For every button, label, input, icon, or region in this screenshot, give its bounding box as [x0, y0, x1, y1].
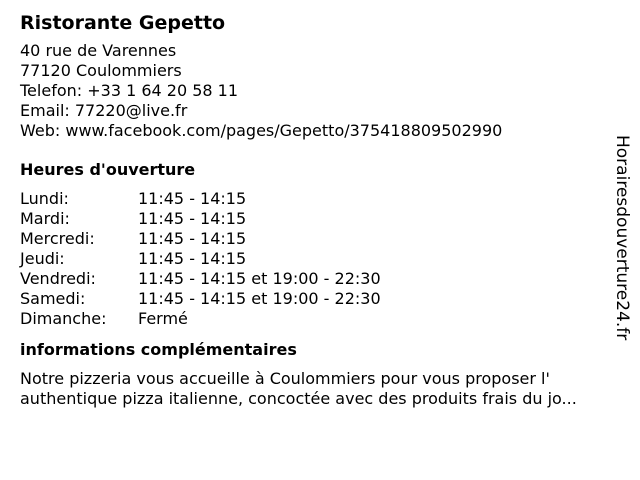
- day-label: Vendredi:: [20, 269, 96, 288]
- hours-row-monday: [20, 189, 610, 209]
- restaurant-card: [20, 10, 610, 409]
- restaurant-name: Ristorante Gepetto: [20, 12, 226, 34]
- info-heading: informations complémentaires: [20, 340, 297, 359]
- phone-line: Telefon: +33 1 64 20 58 11: [20, 81, 239, 100]
- day-label: Mercredi:: [20, 229, 95, 248]
- hours-row-thursday: [20, 249, 610, 269]
- hours-heading: Heures d'ouverture: [20, 160, 196, 179]
- hours-row-saturday: [20, 289, 610, 309]
- day-hours: 11:45 - 14:15: [138, 209, 247, 228]
- day-label: Mardi:: [20, 209, 70, 228]
- email-line: Email: 77220@live.fr: [20, 101, 188, 120]
- description-line: Notre pizzeria vous accueille à Coulommiers pour vous proposer l': [20, 369, 550, 388]
- hours-row-friday: [20, 269, 610, 289]
- day-label: Dimanche:: [20, 309, 107, 328]
- day-hours: Fermé: [138, 309, 188, 328]
- day-label: Samedi:: [20, 289, 86, 308]
- web-line: Web: www.facebook.com/pages/Gepetto/375418809502990: [20, 121, 503, 140]
- address-street: 40 rue de Varennes: [20, 41, 177, 60]
- day-hours: 11:45 - 14:15 et 19:00 - 22:30: [138, 289, 381, 308]
- day-hours: 11:45 - 14:15: [138, 229, 247, 248]
- day-hours: 11:45 - 14:15: [138, 249, 247, 268]
- description: [20, 369, 610, 409]
- hours-table: [20, 189, 610, 329]
- hours-row-wednesday: [20, 229, 610, 249]
- description-line: authentique pizza italienne, concoctée avec des produits frais du jo...: [20, 389, 577, 408]
- day-hours: 11:45 - 14:15: [138, 189, 247, 208]
- address-city: 77120 Coulommiers: [20, 61, 182, 80]
- day-hours: 11:45 - 14:15 et 19:00 - 22:30: [138, 269, 381, 288]
- hours-row-sunday: [20, 309, 610, 329]
- day-label: Jeudi:: [20, 249, 65, 268]
- hours-row-tuesday: [20, 209, 610, 229]
- site-watermark: Horairesdouverture24.fr: [612, 135, 632, 341]
- day-label: Lundi:: [20, 189, 69, 208]
